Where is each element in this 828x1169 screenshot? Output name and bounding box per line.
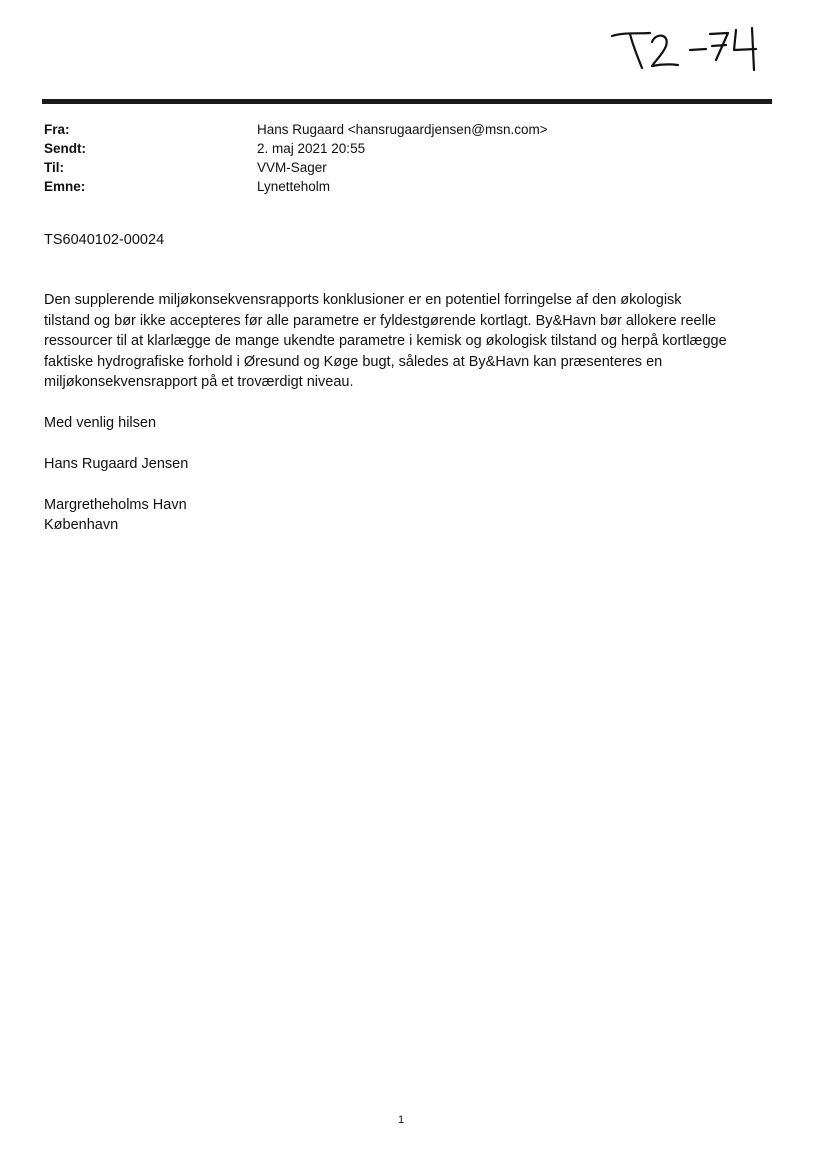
- signature-name: Hans Rugaard Jensen: [44, 456, 189, 472]
- case-id: TS6040102-00024: [44, 232, 165, 248]
- address-line-1: Margretheholms Havn: [44, 497, 187, 513]
- handwritten-t2-74-icon: [606, 22, 766, 72]
- body-line: Den supplerende miljøkonsekvensrapports konklusioner er en potentiel forringelse af den økologisk: [44, 292, 682, 308]
- from-label: Fra:: [44, 122, 70, 137]
- header-row-subject: [44, 177, 644, 196]
- body-line: miljøkonsekvensrapport på et troværdigt niveau.: [44, 374, 354, 391]
- address-line-2: København: [44, 517, 119, 533]
- header-row-to: [44, 158, 644, 177]
- header-row-from: [44, 120, 644, 139]
- email-header: [44, 120, 644, 196]
- closing-greeting: Med venlig hilsen: [44, 415, 157, 431]
- subject-value: Lynetteholm: [257, 179, 331, 194]
- page-number: 1: [398, 1114, 405, 1126]
- header-divider: [42, 99, 772, 104]
- body-line: tilstand og bør ikke accepteres før alle parametre er fyldestgørende kortlagt. By&Havn bør allokere reelle: [44, 312, 717, 329]
- sent-label: Sendt:: [44, 141, 86, 156]
- header-row-sent: [44, 139, 644, 158]
- handwritten-reference-mark: [606, 22, 766, 72]
- to-label: Til:: [44, 160, 64, 175]
- to-value: VVM-Sager: [257, 160, 327, 175]
- message-body: [44, 290, 764, 393]
- body-line: ressourcer til at klarlægge de mange ukendte parametre i kemisk og økologisk tilstand og herpå kortlægge: [44, 333, 727, 350]
- sent-value: 2. maj 2021 20:55: [257, 141, 366, 156]
- from-value: Hans Rugaard <hansrugaardjensen@msn.com>: [257, 122, 548, 137]
- subject-label: Emne:: [44, 179, 86, 194]
- body-line: faktiske hydrografiske forhold i Øresund og Køge bugt, således at By&Havn kan præsenteres en: [44, 353, 663, 370]
